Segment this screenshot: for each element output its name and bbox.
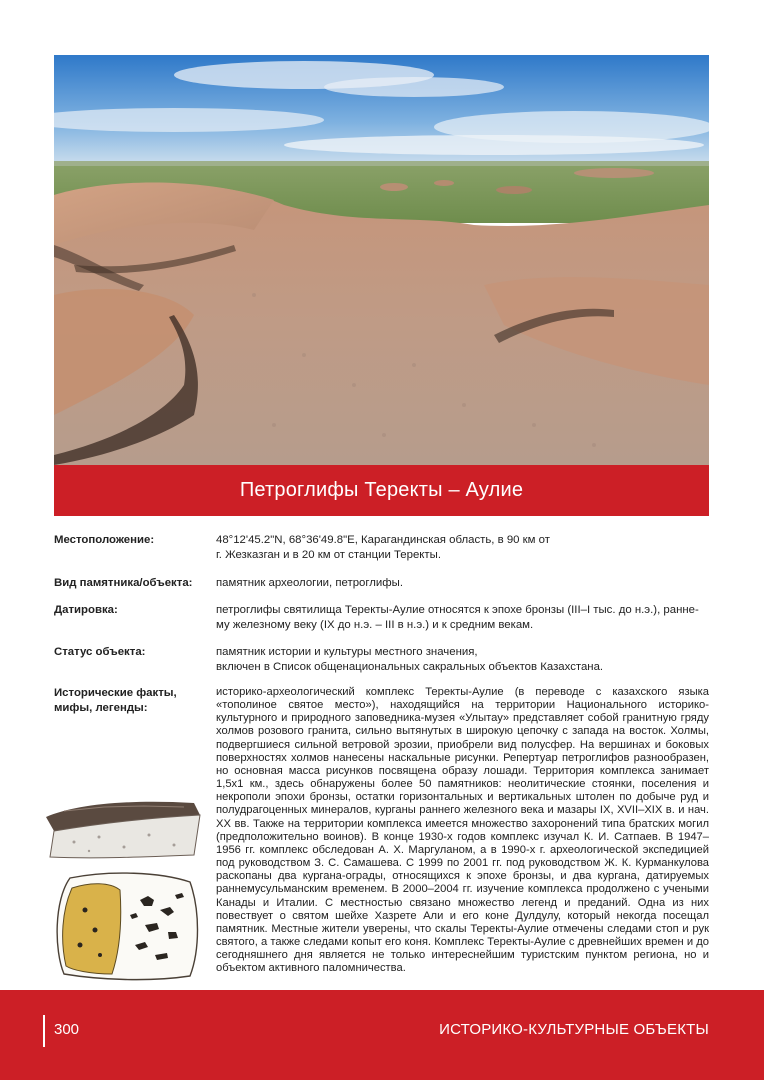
value-line: памятник истории и культуры местного значения, xyxy=(216,646,478,658)
label-line: мифы, легенды: xyxy=(54,702,148,714)
field-type xyxy=(54,576,709,591)
value-line: включен в Список общенациональных сакральных объектов Казахстана. xyxy=(216,661,604,673)
field-value xyxy=(216,645,709,675)
petroglyph-drawing xyxy=(50,870,202,982)
field-label: Вид памятника/объекта: xyxy=(54,577,193,589)
footer-divider xyxy=(43,1015,45,1047)
title-bar xyxy=(54,465,709,516)
section-title: ИСТОРИКО-КУЛЬТУРНЫЕ ОБЪЕКТЫ xyxy=(439,1021,709,1038)
hero-photo xyxy=(54,55,709,465)
field-value xyxy=(216,533,709,563)
page-number: 300 xyxy=(54,1021,80,1038)
value-line: памятник археологии, петроглифы. xyxy=(216,577,404,589)
label-line: Исторические факты, xyxy=(54,687,177,699)
field-label: Датировка: xyxy=(54,604,118,616)
history-text: историко-археологический комплекс Теректы-Аулие (в переводе с казахского языка «тополиное святое место»), находящийся на территории Национального историко-культурного и природного заповедника-музея «Улытау» представляет собой гранитную гряду холмов розового гранита, сильно вытянутых в широкую цепочку с запада на восток. Холмы, подвергшиеся сильной ветровой эрозии, приобрели вид полусфер. На вершинах и боковых поверхностях холмов нанесены наскальные рисунки. Репертуар петроглифов разнообразен, но основная масса рисунков посвящена образу лошади. Территория комплекса занимает 1,5х1 км., здесь обнаружены более 50 памятников: неолитические стоянки, поселения и некрополи эпохи бронзы, остатки горизонтальных и вертикальных штолен по добыче руд и полудрагоценных минералов, курганы раннего железного века и мазары IX, XVII–XIX в. и нач. XX вв. Также на территории комплекса имеется множество захоронений типа братских могил (предположительно воинов). В конце 1930-х годов комплекс изучал К. И. Сатпаев. В 1947–1956 гг. комплекс обследован А. Х. Маргуланом, а в 1990-х г. археологической экспедицией под руководством З. С. Самашева. С 1999 по 2001 гг. под руководством Ж. К. Курманкулова раскопаны два кургана-ограды, относящихся к эпохе бронзы, и два кургана, датируемых раннемусульманским временем. В 2000–2004 гг. изучение комплекса продолжено с учеными Канады и Италии. С местностью связано множество легенд и преданий. Одна из них повествует о святом шейхе Хазрете Али и его коне Дулдулу, который некогда посещал памятник. Местные жители уверены, что скалы Теректы-Аулие отмечены следами стоп и рук святого, а также следами копыт его коня. Комплекс Теректы-Аулие с древнейших времен и до сегодняшнего дня является не только интереснейшим туристским пунктом региона, но и объектом активного паломничества. xyxy=(216,686,709,975)
field-value xyxy=(216,576,709,591)
field-dating xyxy=(54,603,709,633)
granite-landscape-image xyxy=(54,55,709,465)
rock-slab-illustration xyxy=(44,797,202,863)
value-line: 48°12'45.2"N, 68°36'49.8"E, Карагандинская область, в 90 км от xyxy=(216,534,550,546)
page-title: Петроглифы Теректы – Аулие xyxy=(239,479,524,501)
value-line: г. Жезказган и в 20 км от станции Теректы. xyxy=(216,549,441,561)
value-line: му железному веку (IX до н.э. – III в н.э.) и к средним векам. xyxy=(216,619,534,631)
field-label: Местоположение: xyxy=(54,534,155,546)
field-location xyxy=(54,533,709,563)
footer-bar xyxy=(0,990,764,1080)
field-status xyxy=(54,645,709,675)
field-value xyxy=(216,603,709,633)
value-line: петроглифы святилища Теректы-Аулие относятся к эпохе бронзы (III–I тыс. до н.э.), ранне- xyxy=(216,604,699,616)
field-label: Статус объекта: xyxy=(54,646,146,658)
